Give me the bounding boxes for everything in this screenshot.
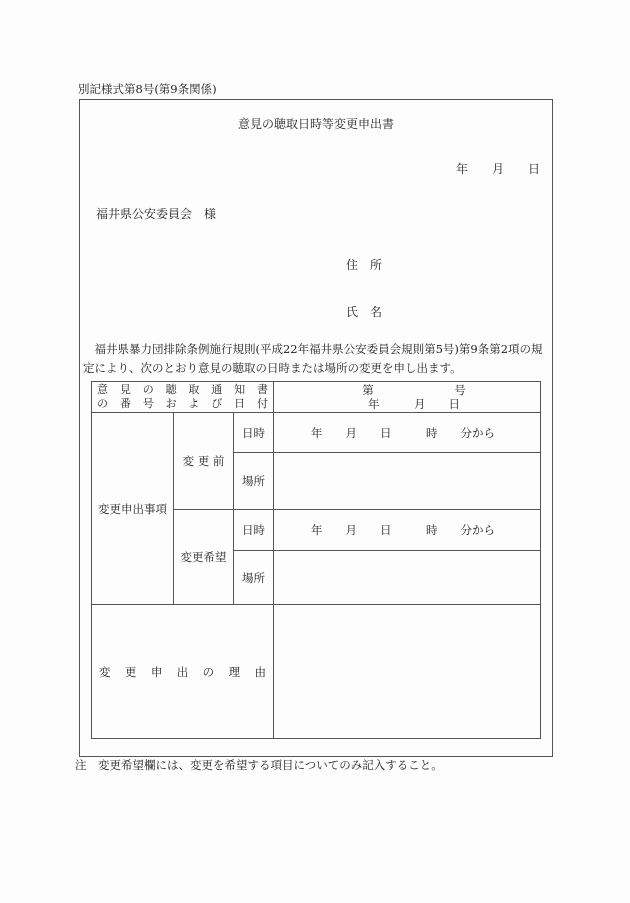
footnote: 注 変更希望欄には、変更を希望する項目についてのみ記入すること。 (75, 758, 443, 772)
form-border-box (79, 99, 553, 757)
change-request-table (91, 381, 541, 739)
change-items-label-cell: 変更申出事項 (92, 413, 174, 605)
before-datetime-label-cell: 日時 (234, 413, 274, 453)
name-field-label: 氏 名 (346, 305, 383, 319)
document-title: 意見の聴取日時等変更申出書 (237, 117, 394, 131)
reason-value-cell (274, 605, 541, 739)
notice-number-line: 第 号 (362, 382, 466, 397)
form-number-label: 別記様式第8号(第9条関係) (78, 82, 217, 96)
desired-change-label-cell: 変更希望 (174, 510, 234, 605)
address-field-label: 住 所 (346, 258, 383, 272)
before-change-label-cell: 変 更 前 (174, 413, 234, 510)
before-place-value-cell (274, 453, 541, 510)
hearing-notice-header-line-1: 意 見 の 聴 取 通 知 書 (97, 382, 269, 396)
before-place-label-cell: 場所 (234, 453, 274, 510)
hearing-notice-number-value-cell (274, 382, 541, 413)
body-paragraph (83, 340, 549, 377)
table-row (92, 413, 541, 453)
hearing-notice-header-line-2: の 番 号 お よ び 日 付 (97, 397, 269, 410)
notice-date-line: 年 月 日 (368, 397, 461, 411)
table-row (92, 382, 541, 413)
desired-place-value-cell (274, 551, 541, 605)
desired-datetime-label-cell: 日時 (234, 510, 274, 551)
desired-datetime-value-cell: 年 月 日 時 分から (274, 510, 541, 551)
body-paragraph-line-1: 福井県暴力団排除条例施行規則(平成22年福井県公安委員会規則第5号)第9条第2項の規 (94, 342, 543, 356)
body-paragraph-line-2: 定により、次のとおり意見の聴取の日時または場所の変更を申し出ます。 (83, 360, 462, 375)
hearing-notice-number-header-cell (92, 382, 274, 413)
submission-date-line: 年 月 日 (455, 162, 540, 176)
reason-label-cell: 変 更 申 出 の 理 由 (92, 605, 274, 739)
desired-place-label-cell: 場所 (234, 551, 274, 605)
addressee-line: 福井県公安委員会 様 (96, 207, 217, 221)
before-datetime-value-cell: 年 月 日 時 分から (274, 413, 541, 453)
table-row (92, 605, 541, 739)
